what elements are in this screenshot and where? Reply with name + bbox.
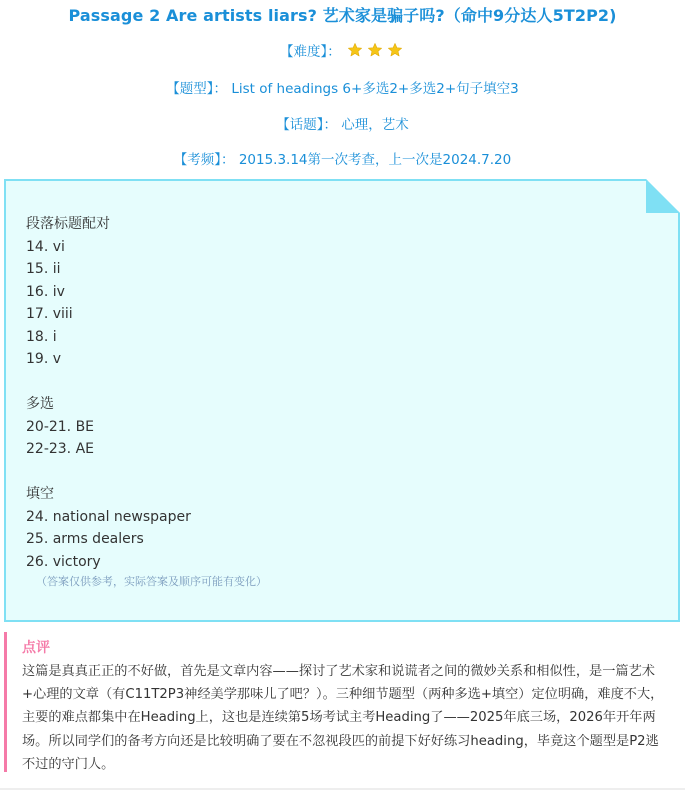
bottom-divider: [0, 788, 685, 790]
answer-list: [26, 213, 191, 573]
topic-value: 心理，艺术: [341, 117, 409, 133]
star-icon: [367, 42, 383, 58]
difficulty-stars: [345, 44, 405, 60]
answer-line: 多选: [26, 396, 54, 412]
question-types-label: 【题型】：: [166, 81, 228, 97]
answer-line: 16. iv: [26, 283, 65, 300]
passage-title: Passage 2 Are artists liars? 艺术家是骗子吗?（命中9分达人5T2P2): [68, 6, 617, 25]
frequency-line: [0, 148, 685, 168]
answer-line: [26, 371, 191, 394]
answer-line: 18. i: [26, 328, 57, 345]
answer-line: 24. national newspaper: [26, 508, 191, 525]
answer-line: 填空: [26, 486, 54, 502]
star-icon: [387, 42, 403, 58]
answer-line: 26. victory: [26, 553, 101, 570]
difficulty-line: [0, 40, 685, 60]
answer-line: 15. ii: [26, 261, 61, 277]
star-icon: [347, 42, 363, 58]
frequency-label: 【考频】：: [173, 152, 235, 168]
comment-title: 点评: [22, 640, 50, 656]
answer-line: 20-21. BE: [26, 418, 95, 435]
answer-line: 19. v: [26, 351, 61, 367]
comment-accent-bar: [4, 632, 7, 772]
answer-key-box: [4, 179, 680, 622]
frequency-value: 2015.3.14第一次考查，上一次是2024.7.20: [238, 152, 512, 168]
answer-disclaimer: （答案仅供参考，实际答案及顺序可能有变化）: [36, 575, 267, 588]
answer-line: 17. viii: [26, 306, 73, 322]
difficulty-label: 【难度】：: [279, 44, 341, 60]
question-types-line: [0, 77, 685, 97]
comment-body: 这篇是真真正正的不好做，首先是文章内容——探讨了艺术家和说谎者之间的微妙关系和相似性，是一篇艺术+心理的文章（有C11T2P3神经美学那味儿了吧？）。三种细节题型（两种多选+填空）定位明确，难度不大，主要的难点都集中在Heading上，这也是连续第5场考试主考Heading了——2025年底三场，2026年开年两场。所以同学们的备考方向还是比较明确了要在不忽视段匹的前提下好好练习heading，毕竟这个题型是P2逃不过的守门人。: [22, 664, 664, 772]
answer-line: [26, 461, 191, 484]
answer-line: 14. vi: [26, 238, 65, 255]
topic-label: 【话题】：: [276, 117, 337, 133]
answer-line: 25. arms dealers: [26, 531, 144, 547]
topic-line: [0, 113, 685, 133]
question-types-value: List of headings 6+多选2+多选2+句子填空3: [231, 81, 519, 97]
answer-line: 段落标题配对: [26, 216, 110, 232]
answer-line: 22-23. AE: [26, 441, 95, 457]
folded-corner-icon: [646, 179, 680, 213]
